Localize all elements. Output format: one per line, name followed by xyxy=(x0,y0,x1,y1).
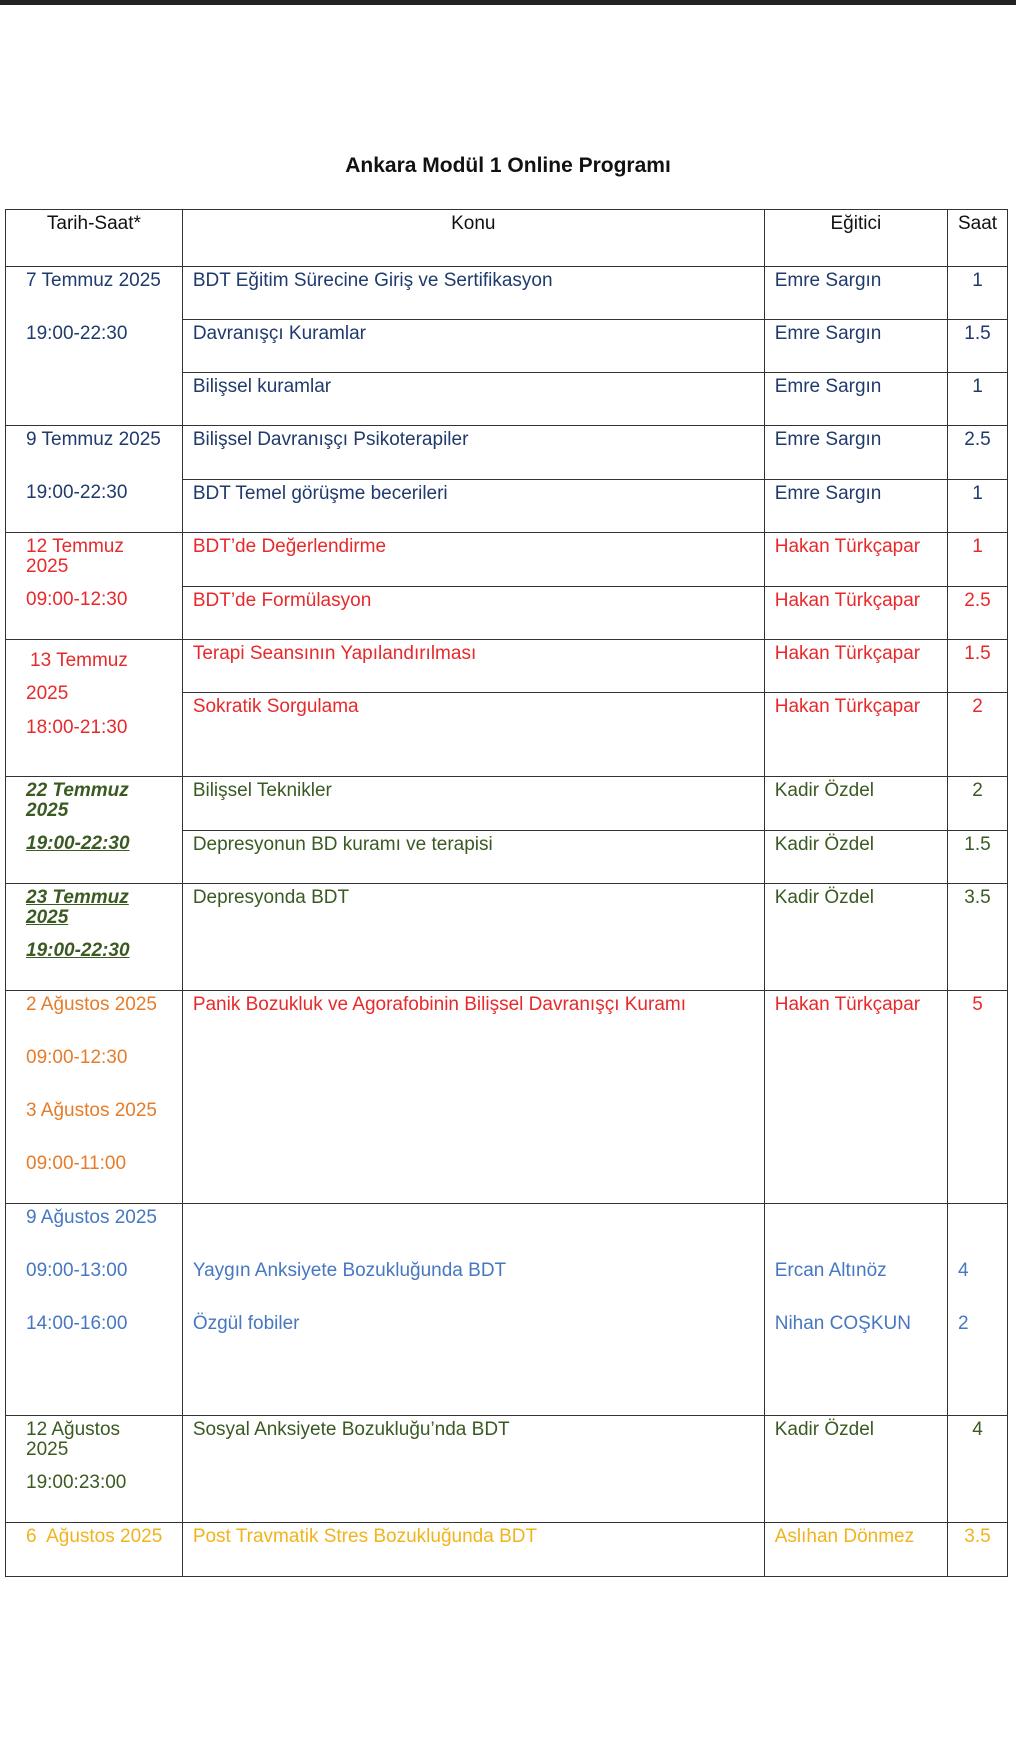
header-topic: Konu xyxy=(182,210,764,267)
date-cell xyxy=(6,884,183,991)
trainer-cell: Emre Sargın xyxy=(764,373,947,426)
trainer-cell: Aslıhan Dönmez xyxy=(764,1523,947,1577)
trainer-cell: Hakan Türkçapar xyxy=(764,586,947,640)
date-text: 23 Temmuz 2025 xyxy=(26,887,129,928)
top-edge-bar xyxy=(0,0,1016,5)
table-row xyxy=(6,1416,1008,1523)
topic-cell: Panik Bozukluk ve Agorafobinin Bilişsel Davranışçı Kuramı xyxy=(182,991,764,1204)
topic-cell: Bilişsel Teknikler xyxy=(182,777,764,831)
topic-cell: Depresyonda BDT xyxy=(182,884,764,991)
trainer-cell: Kadir Özdel xyxy=(764,777,947,831)
date-cell xyxy=(6,1416,183,1523)
page-title: Ankara Modül 1 Online Programı xyxy=(345,154,671,177)
date-cell xyxy=(6,777,183,884)
time-text: 19:00:23:00 xyxy=(26,1472,127,1493)
table-row xyxy=(6,267,1008,320)
hours-cell: 4 2 xyxy=(947,1204,1007,1416)
date-text: 6 Ağustos 2025 xyxy=(26,1526,163,1547)
table-row xyxy=(6,640,1008,693)
topic-cell: BDT Temel görüşme becerileri xyxy=(182,479,764,533)
hours-cell: 4 xyxy=(947,1416,1007,1523)
date-text: 9 Ağustos 2025 xyxy=(26,1207,157,1228)
hours-cell: 3.5 xyxy=(947,1523,1007,1577)
hours-cell: 2 xyxy=(947,777,1007,831)
topic-cell: BDT’de Formülasyon xyxy=(182,586,764,640)
trainer-cell: Hakan Türkçapar xyxy=(764,991,947,1204)
date-cell xyxy=(6,991,183,1204)
date-text: 22 Temmuz 2025 xyxy=(26,780,129,821)
time-text: 09:00-12:30 xyxy=(26,1047,128,1068)
trainer-cell: Ercan Altınöz Nihan COŞKUN xyxy=(764,1204,947,1416)
topic-cell: Post Travmatik Stres Bozukluğunda BDT xyxy=(182,1523,764,1577)
topic-cell: Sokratik Sorgulama xyxy=(182,693,764,777)
date-text: 12 Temmuz 2025 xyxy=(26,536,124,577)
hours-cell: 1 xyxy=(947,267,1007,320)
hours-cell: 2.5 xyxy=(947,586,1007,640)
header-date: Tarih-Saat* xyxy=(6,210,183,267)
trainer-cell: Kadir Özdel xyxy=(764,1416,947,1523)
hours-cell: 2.5 xyxy=(947,426,1007,480)
date-cell xyxy=(6,533,183,640)
topic-cell: Bilişsel Davranışçı Psikoterapiler xyxy=(182,426,764,480)
table-row xyxy=(6,991,1008,1204)
time-text: 09:00-12:30 xyxy=(26,589,128,610)
topic-cell: BDT Eğitim Sürecine Giriş ve Sertifikasyon xyxy=(182,267,764,320)
program-table xyxy=(5,209,1008,1577)
time-text: 19:00-22:30 xyxy=(26,323,128,344)
table-row xyxy=(6,777,1008,831)
time-text: 19:00-22:30 xyxy=(26,482,128,503)
time-text: 19:00-22:30 xyxy=(26,940,130,961)
hours-cell: 2 xyxy=(947,693,1007,777)
hours-cell: 1 xyxy=(947,533,1007,587)
date-text: 2 Ağustos 2025 xyxy=(26,994,157,1015)
table-row xyxy=(6,426,1008,480)
trainer-cell: Emre Sargın xyxy=(764,479,947,533)
topic-cell: Bilişsel kuramlar xyxy=(182,373,764,426)
header-hours: Saat xyxy=(947,210,1007,267)
topic-cell: Sosyal Anksiyete Bozukluğu’nda BDT xyxy=(182,1416,764,1523)
table-header-row xyxy=(6,210,1008,267)
hours-cell: 1.5 xyxy=(947,830,1007,884)
time-text: 09:00-11:00 xyxy=(26,1153,127,1174)
topic-cell: Depresyonun BD kuramı ve terapisi xyxy=(182,830,764,884)
date-cell xyxy=(6,1204,183,1416)
hours-cell: 5 xyxy=(947,991,1007,1204)
trainer-cell: Hakan Türkçapar xyxy=(764,533,947,587)
date-text: 12 Ağustos 2025 xyxy=(26,1419,121,1460)
trainer-cell: Hakan Türkçapar xyxy=(764,640,947,693)
date-cell xyxy=(6,640,183,777)
date-text: 9 Temmuz 2025 xyxy=(26,429,161,450)
date-cell xyxy=(6,1523,183,1577)
trainer-cell: Kadir Özdel xyxy=(764,884,947,991)
trainer-cell: Emre Sargın xyxy=(764,320,947,373)
hours-cell: 1 xyxy=(947,479,1007,533)
hours-cell: 1 xyxy=(947,373,1007,426)
time-text: 14:00-16:00 xyxy=(26,1313,128,1334)
time-text: 09:00-13:00 xyxy=(26,1260,128,1281)
date-text: 13 Temmuz 2025 xyxy=(26,650,128,704)
table-row xyxy=(6,533,1008,587)
trainer-cell: Emre Sargın xyxy=(764,426,947,480)
date-text: 3 Ağustos 2025 xyxy=(26,1100,157,1121)
table-row xyxy=(6,884,1008,991)
topic-cell: BDT’de Değerlendirme xyxy=(182,533,764,587)
hours-cell: 3.5 xyxy=(947,884,1007,991)
topic-cell: Terapi Seansının Yapılandırılması xyxy=(182,640,764,693)
date-cell xyxy=(6,267,183,426)
table-row xyxy=(6,1204,1008,1416)
date-text: 7 Temmuz 2025 xyxy=(26,270,161,291)
header-trainer: Eğitici xyxy=(764,210,947,267)
time-text: 19:00-22:30 xyxy=(26,833,130,854)
hours-cell: 1.5 xyxy=(947,640,1007,693)
date-cell xyxy=(6,426,183,533)
table-row xyxy=(6,1523,1008,1577)
topic-cell: Davranışçı Kuramlar xyxy=(182,320,764,373)
hours-cell: 1.5 xyxy=(947,320,1007,373)
trainer-cell: Kadir Özdel xyxy=(764,830,947,884)
trainer-cell: Emre Sargın xyxy=(764,267,947,320)
time-text: 18:00-21:30 xyxy=(26,717,128,738)
trainer-cell: Hakan Türkçapar xyxy=(764,693,947,777)
topic-cell: Yaygın Anksiyete Bozukluğunda BDT Özgül fobiler xyxy=(182,1204,764,1416)
